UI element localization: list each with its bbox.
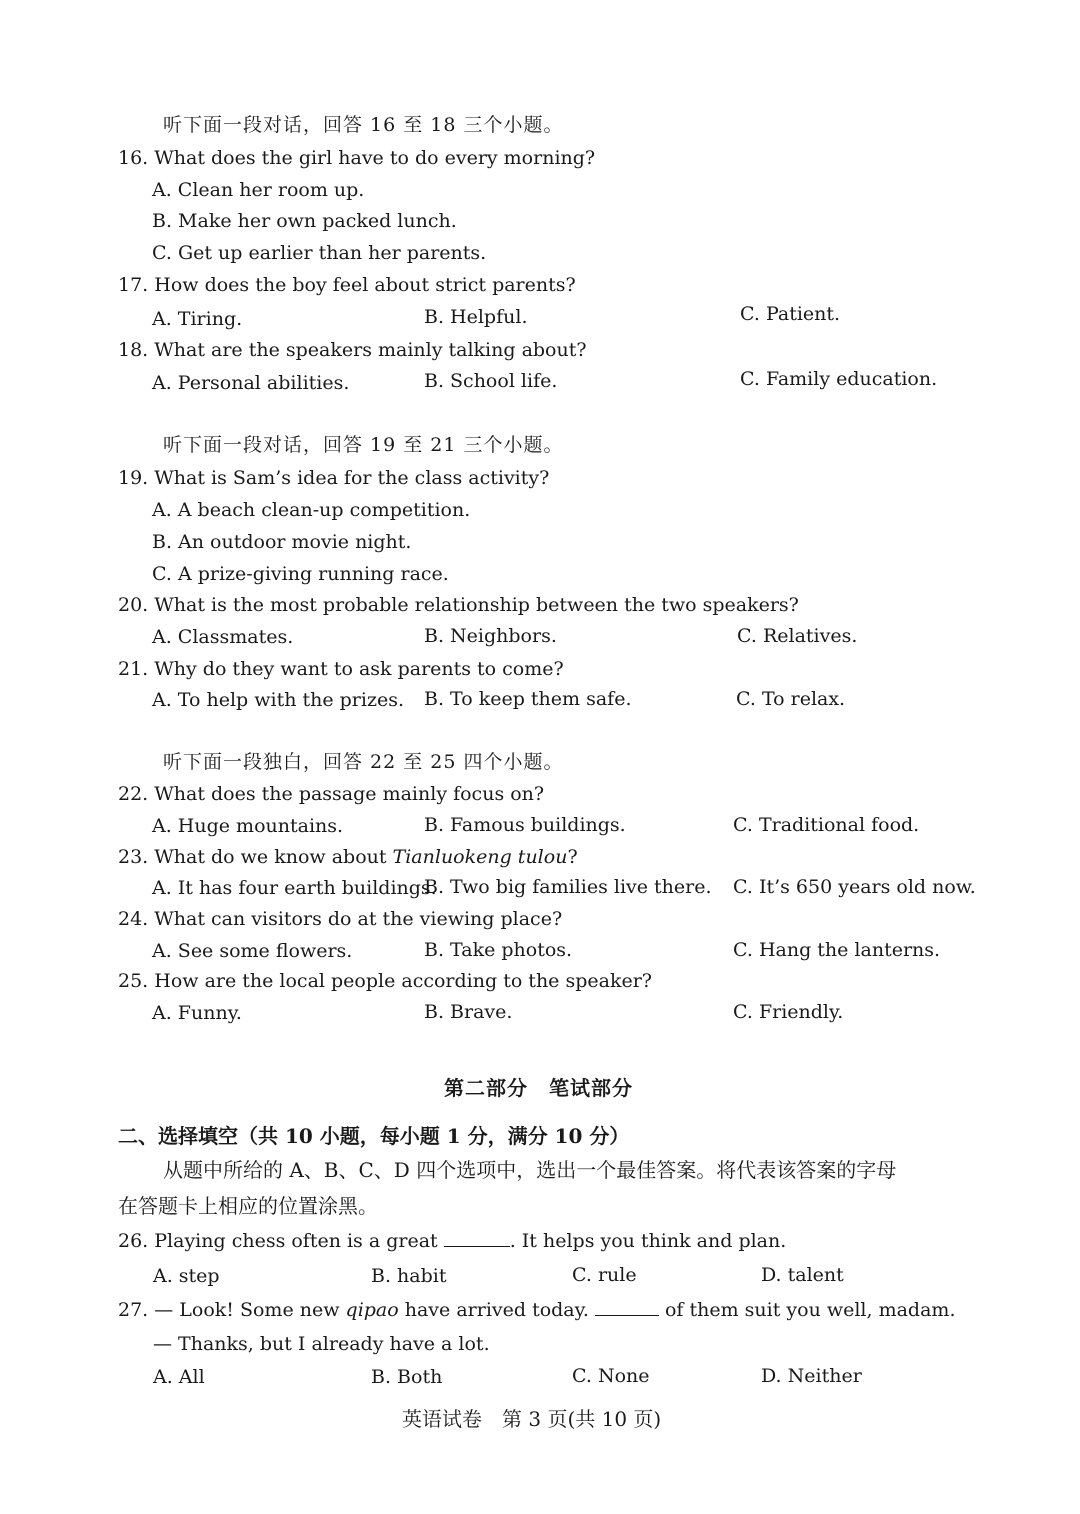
question-23-stem-italic: Tianluokeng tulou [392, 846, 568, 868]
question-17-option-a: A. Tiring. [152, 308, 243, 330]
question-21-stem: 21. Why do they want to ask parents to come? [118, 658, 564, 680]
question-22-option-c: C. Traditional food. [733, 814, 920, 836]
question-22-option-a: A. Huge mountains. [152, 815, 344, 837]
question-27-line-1 [118, 1298, 955, 1322]
question-27-suffix: of them suit you well, madam. [658, 1299, 956, 1321]
question-17-option-c: C. Patient. [740, 303, 841, 325]
section-instruction-line-2: 在答题卡上相应的位置涂黑。 [118, 1194, 378, 1218]
question-25-option-c: C. Friendly. [733, 1001, 844, 1023]
question-26-option-a: A. step [153, 1265, 220, 1287]
question-23-stem-suffix: ? [567, 846, 578, 868]
question-26-stem [118, 1229, 786, 1253]
question-24-option-a: A. See some flowers. [152, 940, 353, 962]
question-24-stem: 24. What can visitors do at the viewing place? [118, 908, 563, 930]
question-26-stem-prefix: 26. Playing chess often is a great [118, 1230, 444, 1252]
question-16-option-c: C. Get up earlier than her parents. [152, 242, 487, 264]
question-23-stem-prefix: 23. What do we know about [118, 846, 393, 868]
question-27-option-a: A. All [153, 1366, 205, 1388]
question-18-option-a: A. Personal abilities. [152, 372, 350, 394]
question-24-option-c: C. Hang the lanterns. [733, 939, 941, 961]
question-23-option-a: A. It has four earth buildings. [152, 877, 437, 899]
page-footer: 英语试卷 第 3 页(共 10 页) [402, 1407, 662, 1431]
question-20-option-a: A. Classmates. [152, 626, 294, 648]
question-26-option-c: C. rule [572, 1264, 637, 1286]
question-25-stem: 25. How are the local people according to the speaker? [118, 970, 652, 992]
answer-blank [595, 1299, 659, 1316]
question-17-stem: 17. How does the boy feel about strict parents? [118, 274, 576, 296]
instruction-16-18: 听下面一段对话，回答 16 至 18 三个小题。 [163, 114, 564, 136]
question-23-stem [118, 845, 578, 869]
question-19-option-a: A. A beach clean-up competition. [152, 499, 471, 521]
question-27-italic: qipao [345, 1299, 399, 1321]
question-27-prefix: 27. — Look! Some new [118, 1299, 346, 1321]
question-26-stem-suffix: . It helps you think and plan. [509, 1230, 787, 1252]
instruction-19-21: 听下面一段对话，回答 19 至 21 三个小题。 [163, 434, 564, 456]
question-19-stem: 19. What is Sam’s idea for the class activity? [118, 467, 550, 489]
question-25-option-b: B. Brave. [424, 1001, 513, 1023]
question-27-option-d: D. Neither [761, 1365, 862, 1387]
question-27-option-b: B. Both [371, 1366, 443, 1388]
question-27-line-2: — Thanks, but I already have a lot. [153, 1333, 490, 1355]
question-26-option-b: B. habit [371, 1265, 447, 1287]
question-20-stem: 20. What is the most probable relationship between the two speakers? [118, 594, 799, 616]
instruction-22-25: 听下面一段独白，回答 22 至 25 四个小题。 [163, 751, 564, 773]
question-16-option-a: A. Clean her room up. [152, 179, 365, 201]
question-18-stem: 18. What are the speakers mainly talking about? [118, 339, 587, 361]
part2-title: 第二部分 笔试部分 [444, 1076, 633, 1100]
question-25-option-a: A. Funny. [152, 1002, 242, 1024]
question-19-option-b: B. An outdoor movie night. [152, 531, 412, 553]
question-21-option-b: B. To keep them safe. [424, 688, 632, 710]
question-21-option-a: A. To help with the prizes. [152, 689, 405, 711]
question-16-stem: 16. What does the girl have to do every morning? [118, 147, 596, 169]
question-22-option-b: B. Famous buildings. [424, 814, 626, 836]
section-heading: 二、选择填空（共 10 小题，每小题 1 分，满分 10 分） [118, 1124, 630, 1148]
question-24-option-b: B. Take photos. [424, 939, 573, 961]
question-18-option-c: C. Family education. [740, 368, 938, 390]
question-19-option-c: C. A prize-giving running race. [152, 563, 449, 585]
question-17-option-b: B. Helpful. [424, 306, 528, 328]
question-27-mid: have arrived today. [398, 1299, 595, 1321]
question-23-option-b: B. Two big families live there. [424, 876, 712, 898]
question-20-option-c: C. Relatives. [737, 625, 858, 647]
question-22-stem: 22. What does the passage mainly focus on? [118, 783, 545, 805]
section-instruction-line-1: 从题中所给的 A、B、C、D 四个选项中，选出一个最佳答案。将代表该答案的字母 [163, 1158, 897, 1182]
question-16-option-b: B. Make her own packed lunch. [152, 210, 457, 232]
question-20-option-b: B. Neighbors. [424, 625, 557, 647]
question-23-option-c: C. It’s 650 years old now. [733, 876, 976, 898]
answer-blank [444, 1230, 510, 1247]
question-27-option-c: C. None [572, 1365, 650, 1387]
question-21-option-c: C. To relax. [736, 688, 846, 710]
question-18-option-b: B. School life. [424, 370, 558, 392]
question-26-option-d: D. talent [761, 1264, 844, 1286]
